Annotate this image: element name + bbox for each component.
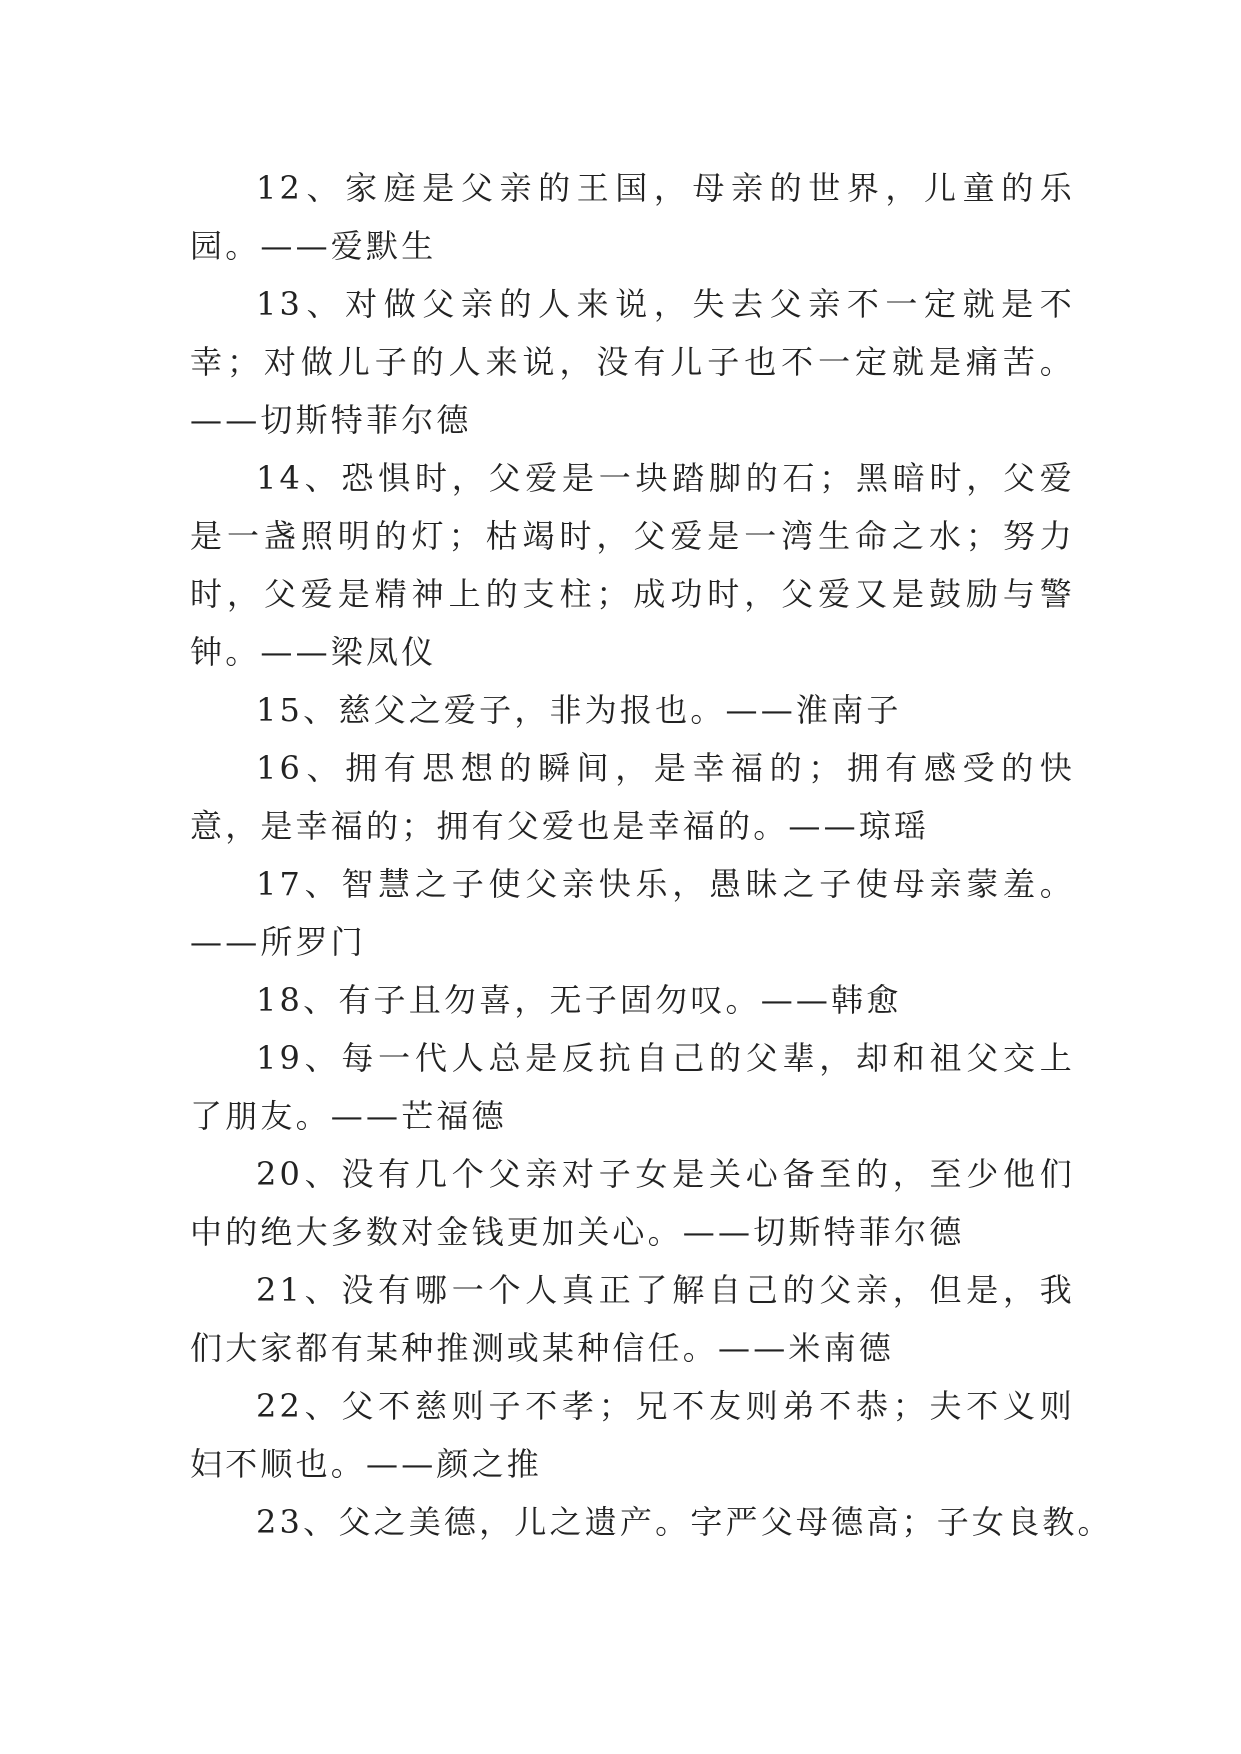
quote-paragraph: 21、没有哪一个人真正了解自己的父亲，但是，我们大家都有某种推测或某种信任。——米南德 [190, 1271, 1075, 1367]
quote-paragraph: 14、恐惧时，父爱是一块踏脚的石；黑暗时，父爱是一盏照明的灯；枯竭时，父爱是一湾生命之水；努力时，父爱是精神上的支柱；成功时，父爱又是鼓励与警钟。——梁凤仪 [190, 459, 1075, 671]
quote-paragraph: 18、有子且勿喜，无子固勿叹。——韩愈 [256, 981, 902, 1019]
quote-paragraph: 17、智慧之子使父亲快乐，愚昧之子使母亲蒙羞。——所罗门 [190, 865, 1075, 961]
quote-paragraph: 15、慈父之爱子，非为报也。——淮南子 [256, 691, 902, 729]
quote-list [190, 159, 1113, 1551]
quote-paragraph: 12、家庭是父亲的王国，母亲的世界，儿童的乐园。——爱默生 [190, 169, 1075, 265]
quote-paragraph: 19、每一代人总是反抗自己的父辈，却和祖父交上了朋友。——芒福德 [190, 1039, 1075, 1135]
quote-paragraph: 22、父不慈则子不孝；兄不友则弟不恭；夫不义则妇不顺也。——颜之推 [190, 1387, 1075, 1483]
quote-paragraph: 16、拥有思想的瞬间，是幸福的；拥有感受的快意，是幸福的；拥有父爱也是幸福的。——琼瑶 [190, 749, 1075, 845]
quote-paragraph: 20、没有几个父亲对子女是关心备至的，至少他们中的绝大多数对金钱更加关心。——切斯特菲尔德 [190, 1155, 1075, 1251]
quote-paragraph: 13、对做父亲的人来说，失去父亲不一定就是不幸；对做儿子的人来说，没有儿子也不一定就是痛苦。——切斯特菲尔德 [190, 285, 1075, 439]
quote-paragraph: 23、父之美德，儿之遗产。字严父母德高；子女良教。 [256, 1503, 1113, 1541]
